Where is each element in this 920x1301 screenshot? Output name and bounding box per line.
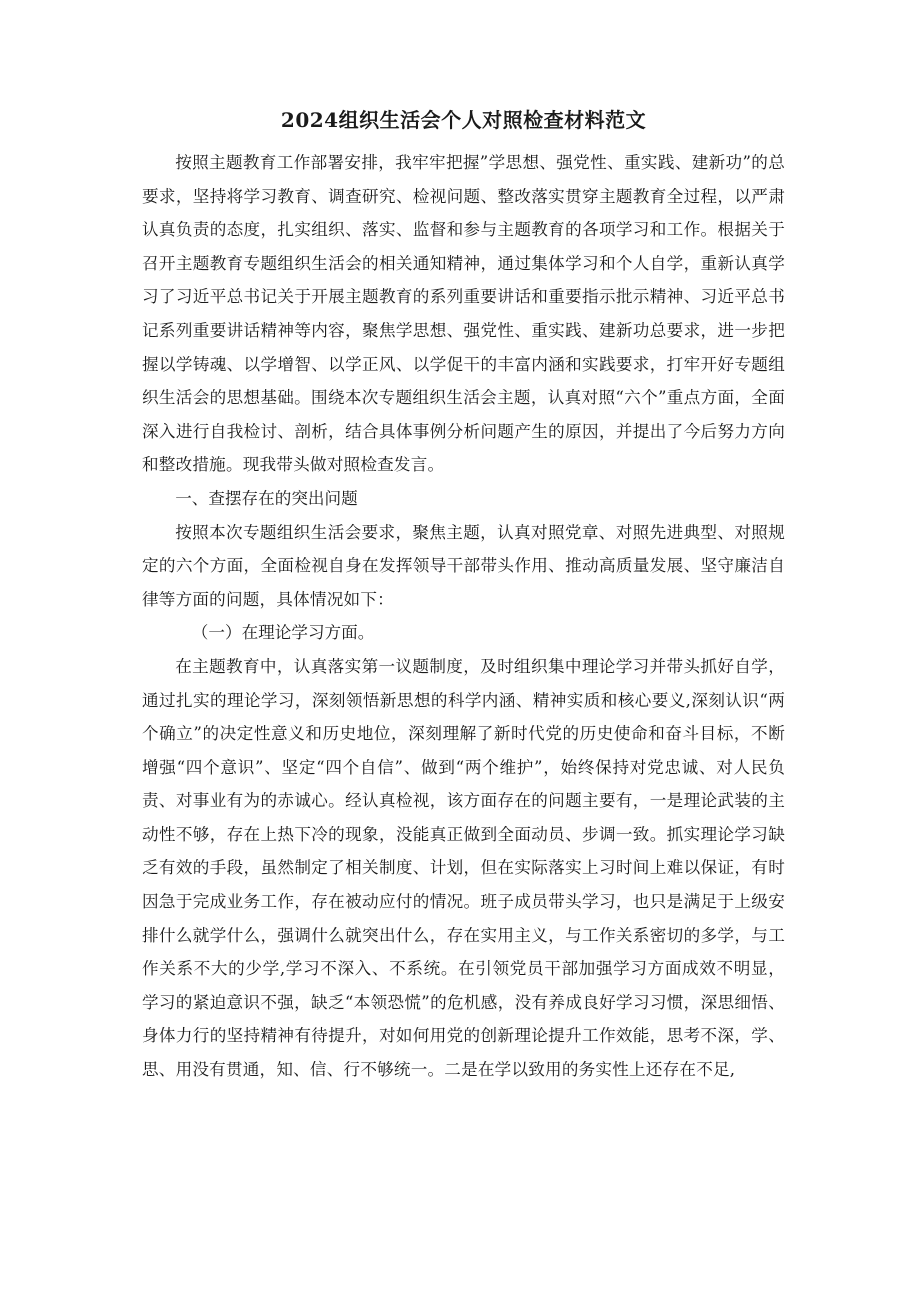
- intro-paragraph: 按照主题教育工作部署安排，我牢牢把握”学思想、强党性、重实践、建新功”的总要求，坚持将学习教育、调查研究、检视问题、整改落实贯穿主题教育全过程，以严肃认真负责的态度，扎实组织、落实、监督和参与主题教育的各项学习和工作。根据关于召开主题教育专题组织生活会的相关通知精神，通过集体学习和个人自学，重新认真学习了习近平总书记关于开展主题教育的系列重要讲话和重要指示批示精神、习近平总书记系列重要讲话精神等内容，聚焦学思想、强党性、重实践、建新功总要求，进一步把握以学铸魂、以学增智、以学正风、以学促干的丰富内涵和实践要求，打牢开好专题组织生活会的思想基础。围绕本次专题组织生活会主题，认真对照“六个”重点方面，全面深入进行自我检讨、剖析，结合具体事例分析问题产生的原因，并提出了今后努力方向和整改措施。现我带头做对照检查发言。: [142, 153, 785, 475]
- subsection-heading-theory-study: （一）在理论学习方面。: [191, 623, 375, 643]
- theory-study-paragraph: 在主题教育中，认真落实第一议题制度，及时组织集中理论学习并带头抓好自学，通过扎实的理论学习，深刻领悟新思想的科学内涵、精神实质和核心要义,深刻认识“两个确立”的决定性意义和历史地位，深刻理解了新时代党的历史使命和奋斗目标，不断增强“四个意识”、坚定“四个自信”、做到“两个维护”，始终保持对党忠诚、对人民负责、对事业有为的赤诚心。经认真检视，该方面存在的问题主要有，一是理论武装的主动性不够，存在上热下冷的现象，没能真正做到全面动员、步调一致。抓实理论学习缺乏有效的手段，虽然制定了相关制度、计划，但在实际落实上习时间上难以保证，有时因急于完成业务工作，存在被动应付的情况。班子成员带头学习，也只是满足于上级安排什么就学什么，强调什么就突出什么，存在实用主义，与工作关系密切的多学，与工作关系不大的少学,学习不深入、不系统。在引领党员干部加强学习方面成效不明显，学习的紧迫意识不强，缺乏“本领恐慌”的危机感，没有养成良好学习习惯，深思细悟、身体力行的坚持精神有待提升，对如何用党的创新理论提升工作效能，思考不深，学、思、用没有贯通，知、信、行不够统一。二是在学以致用的务实性上还存在不足,: [142, 656, 785, 1080]
- document-body: [142, 94, 785, 1087]
- section-heading-problems: 一、查摆存在的突出问题: [175, 488, 358, 508]
- section-intro-paragraph: 按照本次专题组织生活会要求，聚焦主题，认真对照党章、对照先进典型、对照规定的六个方面，全面检视自身在发挥领导干部带头作用、推动高质量发展、坚守廉洁自律等方面的问题，具体情况如下：: [142, 522, 785, 609]
- document-title: 2024组织生活会个人对照检查材料范文: [280, 108, 647, 132]
